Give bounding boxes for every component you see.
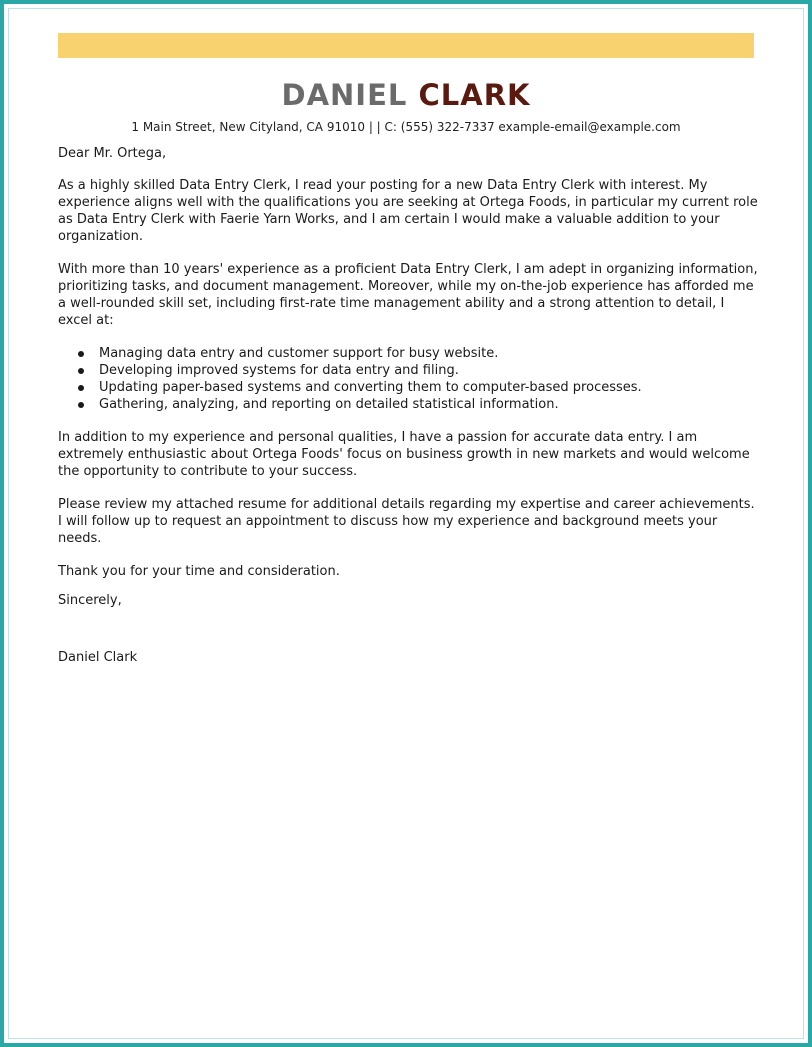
signature-name: Daniel Clark [58,650,138,665]
closing-line: Thank you for your time and consideration. [58,564,340,579]
last-name: CLARK [418,78,531,112]
bullet-icon [78,385,84,391]
paragraph-2: With more than 10 years' experience as a proficient Data Entry Clerk, I am adept in organizing information, prioritizing tasks, and document management. Moreover, while my on-the-job experience has afforded me a well-rounded skill set, including first-rate time management ability and a strong attention to detail, I excel at: [58,262,758,328]
paragraph-3: In addition to my experience and personal qualities, I have a passion for accurate data entry. I am extremely enthusiastic about Ortega Foods' focus on business growth in new markets and would welcome the opportunity to contribute to your success. [58,430,750,479]
paragraph-4: Please review my attached resume for additional details regarding my expertise and career achievements. I will follow up to request an appointment to discuss how my experience and background meets your needs. [58,497,755,546]
skills-list [58,345,758,413]
list-item-text: Gathering, analyzing, and reporting on detailed statistical information. [99,397,559,412]
first-name: DANIEL [281,78,408,112]
signoff: Sincerely, [58,593,122,608]
list-item-text: Developing improved systems for data entry and filing. [99,363,459,378]
list-item-text: Managing data entry and customer support for busy website. [99,346,499,361]
contact-line: 1 Main Street, New Cityland, CA 91010 | | C: (555) 322-7337 example-email@example.com [131,120,681,134]
header-accent-bar [58,33,754,58]
list-item [58,379,758,396]
paragraph-1: As a highly skilled Data Entry Clerk, I read your posting for a new Data Entry Clerk with interest. My experience aligns well with the qualifications you are seeking at Ortega Foods, in particular my current role as Data Entry Clerk with Faerie Yarn Works, and I am certain I would make a valuable addition to your organization. [58,178,758,244]
salutation: Dear Mr. Ortega, [58,146,167,161]
bullet-icon [78,368,84,374]
letter-body [58,145,758,666]
bullet-icon [78,402,84,408]
list-item [58,362,758,379]
bullet-icon [78,351,84,357]
applicant-name [0,76,812,114]
list-item-text: Updating paper-based systems and converting them to computer-based processes. [99,380,642,395]
list-item [58,345,758,362]
list-item [58,396,758,413]
